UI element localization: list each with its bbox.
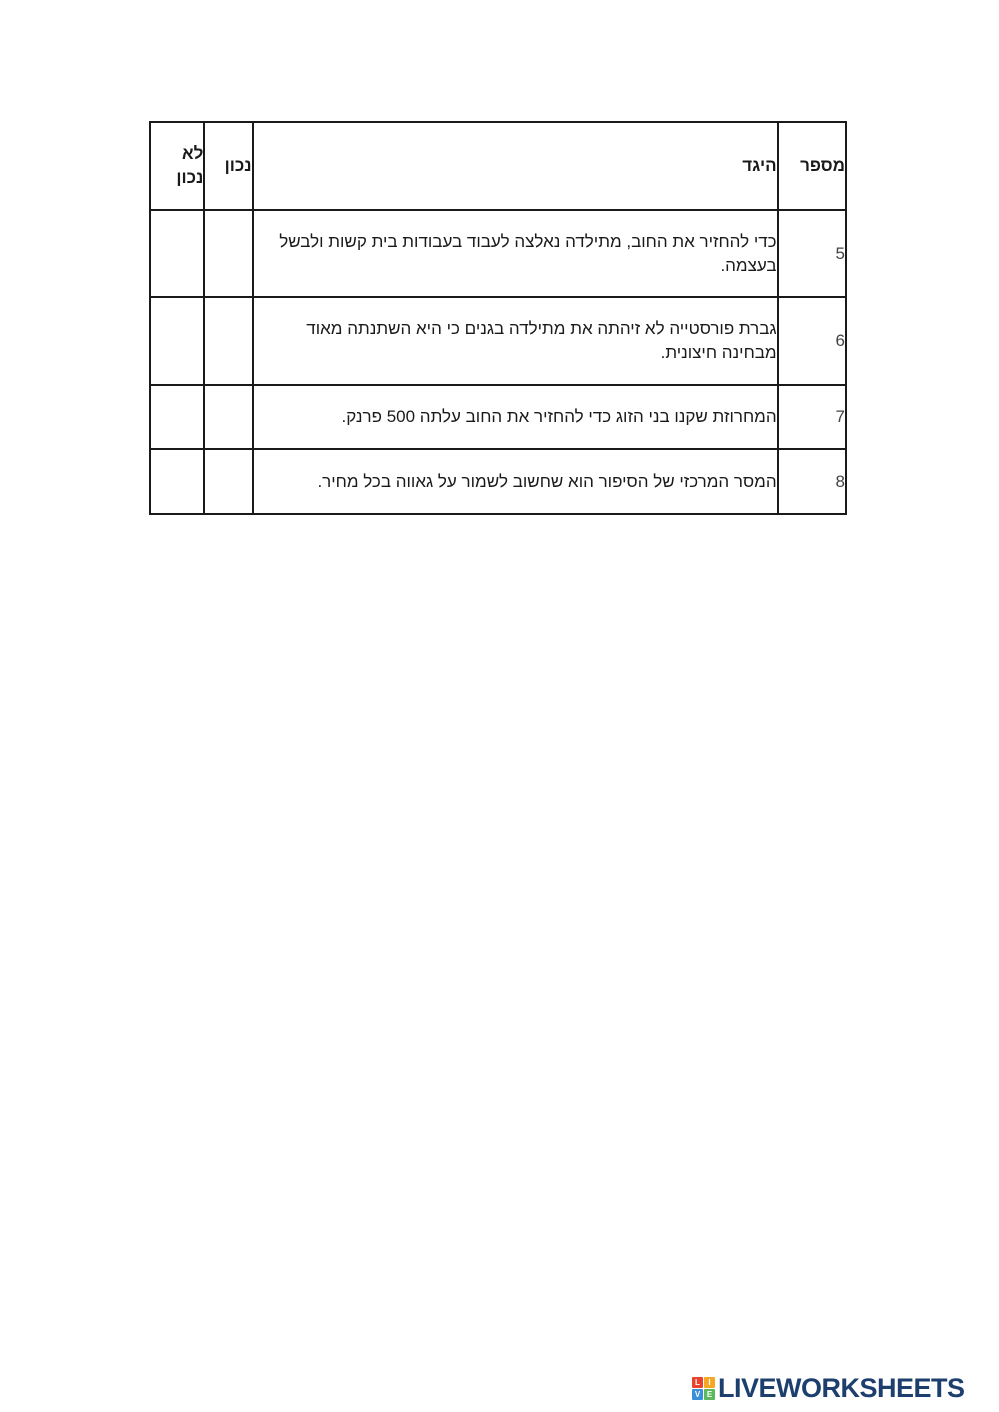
logo-letter: E (704, 1389, 715, 1400)
header-false-line2: נכון (176, 168, 204, 187)
row-number: 8 (778, 449, 846, 514)
table-row (150, 449, 846, 514)
row-statement: המסר המרכזי של הסיפור הוא שחשוב לשמור על גאווה בכל מחיר. (253, 449, 778, 514)
header-false-line1: לא (182, 144, 204, 163)
header-true: נכון (204, 122, 252, 210)
answer-false-cell[interactable] (150, 297, 204, 385)
answer-true-cell[interactable] (204, 210, 252, 297)
answer-false-cell[interactable] (150, 210, 204, 297)
header-number: מספר (778, 122, 846, 210)
row-number: 6 (778, 297, 846, 385)
table-row (150, 385, 846, 449)
answer-true-cell[interactable] (204, 449, 252, 514)
answer-true-cell[interactable] (204, 297, 252, 385)
liveworksheets-brand (692, 1373, 965, 1403)
statements-table (149, 121, 847, 515)
table-header-row (150, 122, 846, 210)
brand-wordmark: LIVEWORKSHEETS (718, 1372, 965, 1403)
answer-false-cell[interactable] (150, 449, 204, 514)
header-false (150, 122, 204, 210)
logo-letter: I (704, 1377, 715, 1388)
table-row (150, 297, 846, 385)
header-statement: היגד (253, 122, 778, 210)
answer-false-cell[interactable] (150, 385, 204, 449)
row-number: 5 (778, 210, 846, 297)
answer-true-cell[interactable] (204, 385, 252, 449)
row-statement: גברת פורסטייה לא זיהתה את מתילדה בגנים כי היא השתנתה מאוד מבחינה חיצונית. (253, 297, 778, 385)
row-statement: המחרוזת שקנו בני הזוג כדי להחזיר את החוב עלתה 500 פרנק. (253, 385, 778, 449)
logo-letter: L (692, 1377, 703, 1388)
logo-letter: V (692, 1389, 703, 1400)
table-row (150, 210, 846, 297)
liveworksheets-logo-icon (692, 1377, 715, 1400)
row-number: 7 (778, 385, 846, 449)
row-statement: כדי להחזיר את החוב, מתילדה נאלצה לעבוד בעבודות בית קשות ולבשל בעצמה. (253, 210, 778, 297)
